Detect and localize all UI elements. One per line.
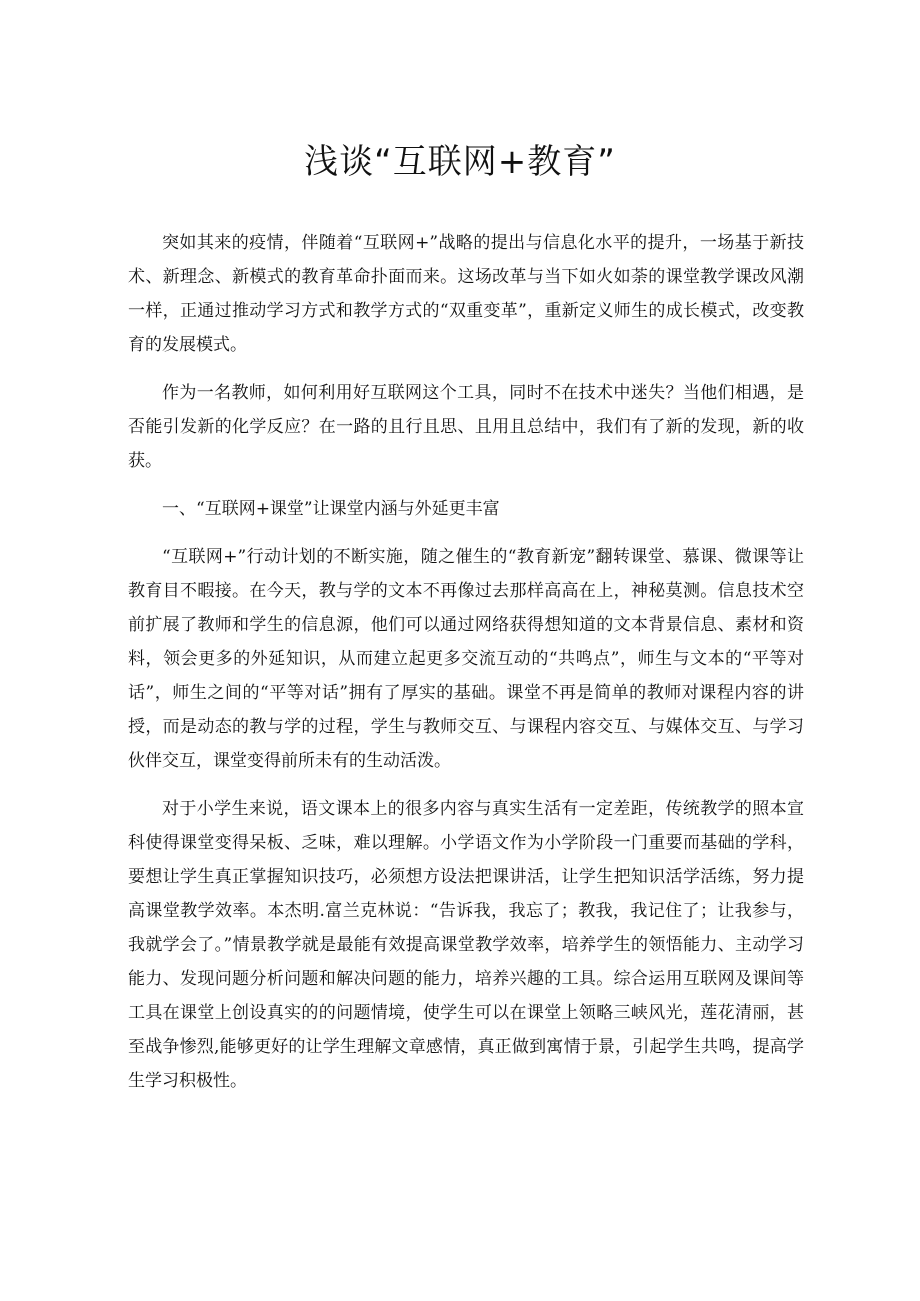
paragraph-intro: 突如其来的疫情，伴随着“互联网+”战略的提出与信息化水平的提升，一场基于新技术、新理念、新模式的教育革命扑面而来。这场改革与当下如火如荼的课堂教学课改风潮一样，正通过推动学习方式和教学方式的“双重变革”，重新定义师生的成长模式，改变教育的发展模式。	[128, 233, 804, 355]
page-title: 浅谈“互联网+教育”	[304, 142, 616, 182]
paragraph-question: 作为一名教师，如何利用好互联网这个工具，同时不在技术中迷失？当他们相遇，是否能引发新的化学反应？在一路的且行且思、且用且总结中，我们有了新的发现，新的收获。	[128, 383, 804, 471]
paragraph-internet-classroom: “互联网+”行动计划的不断实施，随之催生的“教育新宠”翻转课堂、慕课、微课等让教育目不暇接。在今天，教与学的文本不再像过去那样高高在上，神秘莫测。信息技术空前扩展了教师和学生的信息源，他们可以通过网络获得想知道的文本背景信息、素材和资料，领会更多的外延知识，从而建立起更多交流互动的“共鸣点”，师生与文本的“平等对话”，师生之间的“平等对话”拥有了厚实的基础。课堂不再是简单的教师对课程内容的讲授，而是动态的教与学的过程，学生与教师交互、与课程内容交互、与媒体交互、与学习伙伴交互，课堂变得前所未有的生动活泼。	[128, 547, 804, 771]
paragraph-primary-students: 对于小学生来说，语文课本上的很多内容与真实生活有一定差距，传统教学的照本宣科使得课堂变得呆板、乏味，难以理解。小学语文作为小学阶段一门重要而基础的学科，要想让学生真正掌握知识技巧，必须想方设法把课讲活，让学生把知识活学活练，努力提高课堂教学效率。本杰明.富兰克林说：“告诉我，我忘了；教我，我记住了；让我参与，我就学会了。”情景教学就是最能有效提高课堂教学效率，培养学生的领悟能力、主动学习能力、发现问题分析问题和解决问题的能力，培养兴趣的工具。综合运用互联网及课间等工具在课堂上创设真实的的问题情境，使学生可以在课堂上领略三峡风光，莲花清丽，甚至战争惨烈,能够更好的让学生理解文章感情，真正做到寓情于景，引起学生共鸣，提高学生学习积极性。	[128, 799, 804, 1091]
document-body	[128, 226, 804, 1098]
section-heading-1: 一、“互联网+课堂”让课堂内涵与外延更丰富	[162, 499, 500, 519]
